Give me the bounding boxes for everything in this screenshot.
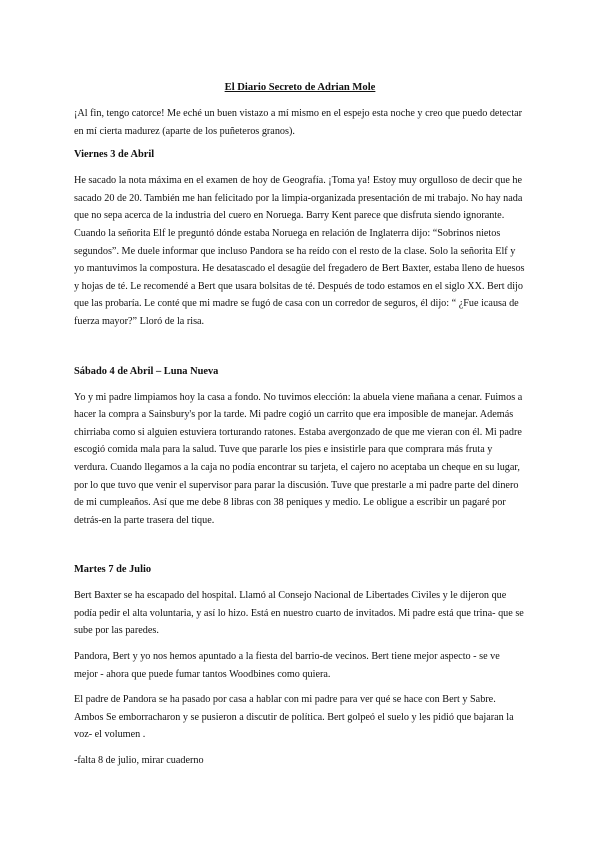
entry-heading-sabado: Sábado 4 de Abril – Luna Nueva (74, 365, 219, 377)
entry-note: -falta 8 de julio, mirar cuaderno (74, 755, 204, 767)
entry-paragraph: Pandora, Bert y yo nos hemos apuntado a la fiesta del barrio-de vecinos. Bert tiene mejor aspecto - se ve mejor - ahora que puede fumar tantos Woodbines como quiera. (74, 651, 500, 680)
entry-paragraph: El padre de Pandora se ha pasado por casa a hablar con mi padre para ver qué se hace con Bert y Sabre. Ambos Se emborracharon y se pusieron a discutir de política. Bert golpeó el suelo y les pidió que bajaran la voz- el volumen . (74, 694, 514, 741)
entry-heading-martes: Martes 7 de Julio (74, 564, 152, 576)
entry-paragraph: Yo y mi padre limpiamos hoy la casa a fondo. No tuvimos elección: la abuela viene mañana a cenar. Fuimos a hacer la compra a Sainsbury's por la tarde. Mi padre cogió un carrito que era imposible de manejar. Además chirriaba como si alguien estuviera torturando ratones. Estaba avergonzado de que me vieran con él. Mi padre escogió comida mala para la salud. Tuve que pararle los pies e insistirle para que comprara más fruta y verdura. Cuando llegamos a la caja no podía encontrar su tarjeta, el cajero no aceptaba un cheque en su lugar, por lo que tuvo que venir el supervisor para parar la discusión. Tuve que prestarle a mi padre parte del dinero de mi cumpleaños. Así que me debe 8 libras con 38 peniques y medio. Le obligue a escribir un pagaré por detrás-en la parte trasera del tique. (74, 391, 523, 526)
document-title: El Diario Secreto de Adrian Mole (224, 82, 376, 93)
intro-paragraph: ¡Al fin, tengo catorce! Me eché un buen vistazo a mí mismo en el espejo esta noche y creo que puedo detectar en mí cierta madurez (aparte de los puñeteros granos). (74, 108, 523, 137)
entry-heading-viernes: Viernes 3 de Abril (74, 149, 155, 161)
entry-paragraph: He sacado la nota máxima en el examen de hoy de Geografía. ¡Toma ya! Estoy muy orgulloso de decir que he sacado 20 de 20. También me han felicitado por la limpia-organizada presentación de mi trabajo. No hay nada que no sepa acerca de la industria del cuero en Noruega. Barry Kent parece que disfruta siendo ignorante. Cuando la señorita Elf le preguntó dónde estaba Noruega en relación de Inglaterra dijo: “Sobrinos nietos segundos”. Me duele informar que incluso Pandora se ha reído con el resto de la clase. Solo la señorita Elf y yo mantuvimos la compostura. He desatascado el desagüe del fregadero de Bert Baxter, estaba lleno de huesos y hojas de té. Le recomendé a Bert que usara bolsitas de té. Después de todo estamos en el siglo XX. Bert dijo que las probaría. Le conté que mi madre se fugó de casa con un corredor de seguros, él dijo: “ ¿Fue icausa de fuerza mayor?” Lloró de la risa. (74, 175, 525, 327)
entry-paragraph: Bert Baxter se ha escapado del hospital. Llamó al Consejo Nacional de Libertades Civiles y le dijeron que podía pedir el alta voluntaria, y así lo hizo. Está en nuestro cuarto de invitados. Mi padre está que trina- que se sube por las paredes. (74, 590, 524, 637)
